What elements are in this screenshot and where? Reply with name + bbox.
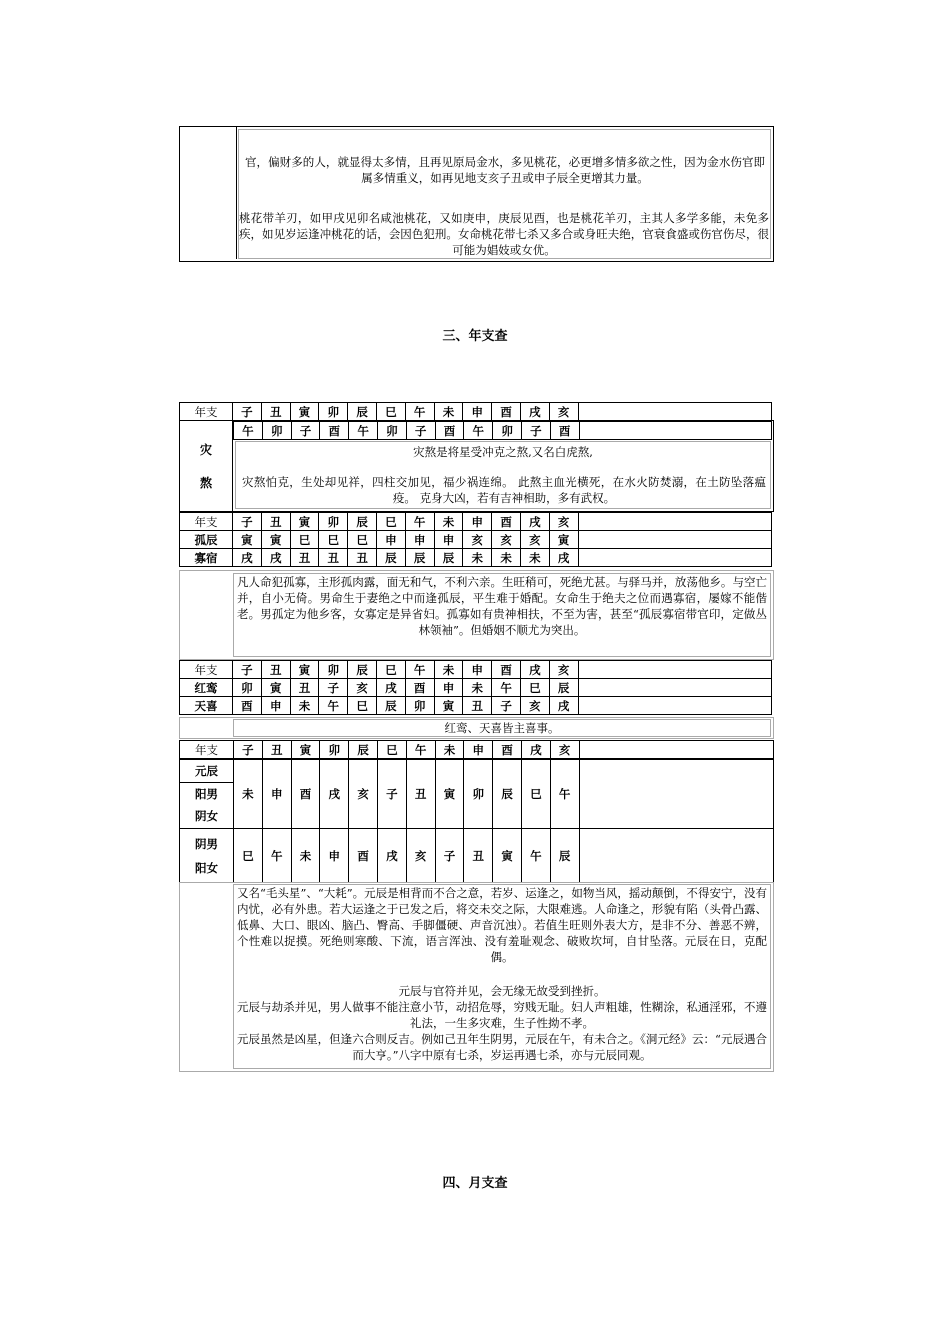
yuanchen-text-3: 元辰与劫杀并见，男人做事不能注意小节，动招危辱，穷贱无耻。妇人声粗雄，性糊涂，私通淫邪，不遵礼法，一生多灾难，生子性拗不孝。: [237, 1000, 767, 1030]
blank-cell: [578, 661, 771, 679]
yuanchen-text-2: 元辰与官符并见，会无缘无故受到挫折。: [398, 984, 606, 998]
tianxi-value: 卯: [405, 697, 434, 715]
row-label-guasu: 寡宿: [180, 549, 233, 567]
blank-cell: [579, 741, 773, 759]
zaisha-value: 卯: [377, 422, 406, 440]
hongluan-text-frame: [233, 719, 771, 737]
row-label-yang: [180, 760, 234, 829]
yuanchen-text-4: 元辰虽然是凶星，但逢六合则反吉。例如己丑年生阴男，元辰在午，有未合之。《洞元经》云：“元辰遇合而大亨。”八字中原有七杀，岁运再遇七杀，亦与元辰同观。: [237, 1032, 767, 1062]
guchen-value: 巳: [290, 531, 319, 549]
zaisha-value: 酉: [550, 422, 579, 440]
zaisha-values-row: [233, 421, 772, 440]
branch-cell: 午: [405, 513, 434, 531]
hongluan-value: 巳: [520, 679, 549, 697]
guasu-value: 戌: [233, 549, 262, 567]
yin-value: 巳: [234, 829, 263, 883]
guchen-value: 申: [405, 531, 434, 549]
blank-cell: [578, 403, 771, 421]
row-label-nianzhi: 年支: [180, 513, 233, 531]
guasu-value: 未: [520, 549, 549, 567]
branch-cell: 辰: [348, 403, 377, 421]
yang-value: 申: [262, 760, 291, 829]
branch-cell: 巳: [376, 513, 405, 531]
tianxi-value: 酉: [233, 697, 262, 715]
guchen-text: 凡人命犯孤寡，主形孤肉露，面无和气，不利六亲。生旺稍可，死绝尤甚。与驿马并，放荡他乡。与空亡并，自小无倚。男命生于妻绝之中而逢孤辰，平生难于婚配。女命生于绝夫之位而遇寡宿，屡嫁不能偕老。男孤定为他乡客，女寡定是异省妇。孤寡如有贵神相扶，不至为害，甚至“孤辰寡宿带官印，定做丛林领袖”。但婚姻不顺尤为突出。: [237, 575, 767, 637]
yin-value: 午: [521, 829, 550, 883]
yin-male-label: 阴男: [195, 836, 218, 851]
zaisha-value: 子: [521, 422, 550, 440]
yin-value: 申: [320, 829, 349, 883]
branch-cell: 辰: [348, 661, 377, 679]
zaisha-value: 卯: [493, 422, 522, 440]
tianxi-value: 申: [261, 697, 290, 715]
yang-value: 未: [234, 760, 263, 829]
yang-value: 戌: [320, 760, 349, 829]
guasu-value: 戌: [549, 549, 578, 567]
branch-cell: 未: [435, 741, 464, 759]
top-box-inner: [238, 129, 771, 259]
branch-cell: 亥: [549, 403, 578, 421]
yang-female-label: 阳女: [195, 860, 218, 875]
branch-cell: 寅: [290, 403, 319, 421]
zaisha-value: 子: [291, 422, 320, 440]
guchen-value: 寅: [549, 531, 578, 549]
branch-cell: 子: [234, 741, 263, 759]
row-label-nianzhi: 年支: [180, 741, 234, 759]
yuanchen-text-1: 又名“毛头星”、“大耗”。元辰是相背而不合之意，若岁、运逢之，如物当风，摇动颠倒，不得安宁，没有内忧，必有外患。若大运逢之于已发之后，将交未交之际，大限难逃。人命逢之，形貌有陷（头骨凸露、低鼻、大口、眼凶、脑凸、臀高、手脚僵硬、声音沉浊）。若值生旺则外表大方，是非不分、善恶不辨，个性难以捉摸。死绝则寒酸、下流，语言浑浊、没有羞耻观念、破败坎坷，自甘坠落。元辰在日，克配偶。: [237, 886, 767, 964]
hongluan-value: 寅: [261, 679, 290, 697]
tianxi-value: 子: [492, 697, 521, 715]
branch-cell: 申: [464, 741, 493, 759]
branch-cell: 寅: [290, 661, 319, 679]
row-label-tianxi: 天喜: [180, 697, 233, 715]
yang-value: 酉: [291, 760, 320, 829]
branch-cell: 亥: [550, 741, 579, 759]
guasu-value: 辰: [376, 549, 405, 567]
branch-cell: 寅: [290, 513, 319, 531]
zaisha-value: 酉: [435, 422, 464, 440]
branch-cell: 辰: [349, 741, 378, 759]
yin-female-label: 阴女: [195, 809, 218, 823]
guasu-value: 丑: [290, 549, 319, 567]
branch-cell: 戌: [520, 661, 549, 679]
yuanchen-title: 元辰: [180, 760, 233, 783]
hongluan-value: 未: [463, 679, 492, 697]
guchen-value: 寅: [261, 531, 290, 549]
blank-cell: [578, 513, 771, 531]
hongluan-value: 卯: [233, 679, 262, 697]
branch-cell: 酉: [492, 513, 521, 531]
zaisha-header-row: [179, 402, 772, 421]
row-label-guchen: 孤辰: [180, 531, 233, 549]
section-4-title: 四、月支查: [442, 1176, 508, 1191]
branch-cell: 辰: [348, 513, 377, 531]
branch-cell: 寅: [291, 741, 320, 759]
branch-cell: 子: [233, 513, 262, 531]
branch-cell: 未: [434, 513, 463, 531]
guchen-value: 巳: [319, 531, 348, 549]
zaisha-label-cell: [180, 421, 233, 511]
yin-value: 丑: [464, 829, 493, 883]
zaisha-value: 酉: [320, 422, 349, 440]
yang-value: 午: [550, 760, 579, 829]
zaisha-label-1: 灾: [199, 443, 212, 457]
yang-value: 亥: [349, 760, 378, 829]
branch-cell: 申: [463, 403, 492, 421]
branch-cell: 申: [463, 513, 492, 531]
branch-cell: 申: [463, 661, 492, 679]
tianxi-value: 午: [319, 697, 348, 715]
guchen-value: 亥: [463, 531, 492, 549]
guasu-value: 未: [463, 549, 492, 567]
branch-cell: 戌: [521, 741, 550, 759]
branch-cell: 午: [406, 741, 435, 759]
yang-male-label: 阳男: [195, 787, 218, 801]
row-label-nianzhi: 年支: [180, 661, 233, 679]
hongluan-table: [179, 660, 772, 715]
zaisha-block: [179, 420, 774, 512]
branch-cell: 子: [233, 403, 262, 421]
top-box-paragraph-2: 桃花带羊刃，如甲戌见卯名咸池桃花，又如庚申，庚辰见酉，也是桃花羊刃，主其人多学多能，未免多疾，如见岁运逢冲桃花的话，会因色犯刑。女命桃花带七杀又多合或身旺夫绝，官衰食盛或伤官伤尽，很可能为娼妓或女优。: [239, 211, 769, 257]
hongluan-value: 子: [319, 679, 348, 697]
branch-cell: 巳: [376, 403, 405, 421]
zaisha-value: 午: [464, 422, 493, 440]
hongluan-value: 酉: [405, 679, 434, 697]
blank-cell: [578, 549, 771, 567]
branch-cell: 子: [233, 661, 262, 679]
top-box-left-cell: [180, 127, 237, 259]
branch-cell: 巳: [376, 661, 405, 679]
tianxi-value: 丑: [463, 697, 492, 715]
zaisha-value: 午: [234, 422, 263, 440]
zaisha-value: 卯: [262, 422, 291, 440]
branch-cell: 午: [405, 403, 434, 421]
hongluan-text-box: [179, 717, 774, 739]
yuanchen-values-table: [179, 759, 774, 883]
row-label-nianzhi: 年支: [180, 403, 233, 421]
branch-cell: 酉: [492, 403, 521, 421]
yin-value: 酉: [349, 829, 378, 883]
tianxi-value: 未: [290, 697, 319, 715]
zaisha-text-1: 灾熬是将星受冲克之熬,又名白虎熬,: [413, 445, 593, 459]
guasu-value: 辰: [405, 549, 434, 567]
branch-cell: 卯: [319, 661, 348, 679]
top-box: [179, 126, 774, 262]
yin-value: 戌: [377, 829, 406, 883]
branch-cell: 卯: [320, 741, 349, 759]
blank-cell: [579, 422, 771, 440]
guchen-text-frame: [233, 573, 771, 657]
guchen-value: 亥: [520, 531, 549, 549]
hongluan-value: 丑: [290, 679, 319, 697]
yin-value: 寅: [493, 829, 522, 883]
branch-cell: 卯: [319, 513, 348, 531]
branch-cell: 卯: [319, 403, 348, 421]
zaisha-value: 子: [406, 422, 435, 440]
hongluan-value: 申: [434, 679, 463, 697]
branch-cell: 巳: [377, 741, 406, 759]
yin-value: 辰: [550, 829, 579, 883]
zaisha-label-2: 熬: [199, 476, 212, 490]
guchen-value: 申: [434, 531, 463, 549]
guasu-value: 丑: [319, 549, 348, 567]
hongluan-value: 戌: [376, 679, 405, 697]
guchen-value: 寅: [233, 531, 262, 549]
zaisha-text-box: [235, 441, 771, 509]
guchen-text-box: [179, 570, 774, 660]
zaisha-value: 午: [349, 422, 378, 440]
blank-cell: [578, 697, 771, 715]
branch-cell: 未: [434, 661, 463, 679]
yang-value: 卯: [464, 760, 493, 829]
branch-cell: 未: [434, 403, 463, 421]
branch-cell: 午: [405, 661, 434, 679]
row-label-yin: [180, 829, 234, 883]
yin-value: 未: [291, 829, 320, 883]
hongluan-text: 红鸾、天喜皆主喜事。: [444, 721, 560, 735]
top-box-paragraph-1: 官，偏财多的人，就显得太多情，且再见原局金水，多见桃花，必更增多情多欲之性，因为金水伤官即属多情重义，如再见地支亥子丑或申子辰全更增其力量。: [245, 155, 765, 185]
branch-cell: 丑: [262, 741, 291, 759]
branch-cell: 戌: [520, 403, 549, 421]
branch-cell: 丑: [261, 661, 290, 679]
guasu-value: 未: [492, 549, 521, 567]
blank-cell: [579, 829, 773, 883]
yang-value: 辰: [493, 760, 522, 829]
branch-cell: 酉: [492, 661, 521, 679]
yuanchen-header-row: [179, 740, 774, 759]
yuanchen-text-frame: [233, 884, 771, 1069]
branch-cell: 亥: [549, 513, 578, 531]
guchen-table: [179, 512, 772, 567]
yuanchen-block: [179, 740, 774, 883]
guasu-value: 丑: [348, 549, 377, 567]
blank-cell: [578, 679, 771, 697]
hongluan-value: 午: [492, 679, 521, 697]
yang-value: 丑: [406, 760, 435, 829]
hongluan-value: 亥: [348, 679, 377, 697]
guasu-value: 戌: [261, 549, 290, 567]
tianxi-value: 巳: [348, 697, 377, 715]
yang-value: 子: [377, 760, 406, 829]
guchen-value: 申: [376, 531, 405, 549]
guchen-value: 亥: [492, 531, 521, 549]
tianxi-value: 辰: [376, 697, 405, 715]
tianxi-value: 寅: [434, 697, 463, 715]
yin-value: 午: [262, 829, 291, 883]
row-label-hongluan: 红鸾: [180, 679, 233, 697]
zaisha-text-2: 灾熬怕克，生处却见祥，四柱交加见，福少祸连绵。 此熬主血光横死，在水火防焚溺，在土防坠落瘟疫。 克身大凶，若有吉神相助，多有武权。: [242, 475, 766, 505]
hongluan-value: 辰: [549, 679, 578, 697]
blank-cell: [578, 531, 771, 549]
tianxi-value: 戌: [549, 697, 578, 715]
guchen-value: 巳: [348, 531, 377, 549]
tianxi-value: 亥: [520, 697, 549, 715]
yang-value: 寅: [435, 760, 464, 829]
branch-cell: 丑: [261, 403, 290, 421]
yuanchen-text-box: [179, 882, 774, 1072]
yin-value: 亥: [406, 829, 435, 883]
branch-cell: 酉: [493, 741, 522, 759]
yang-value: 巳: [521, 760, 550, 829]
yin-value: 子: [435, 829, 464, 883]
guasu-value: 辰: [434, 549, 463, 567]
branch-cell: 丑: [261, 513, 290, 531]
blank-cell: [579, 760, 773, 829]
section-3-title: 三、年支查: [442, 329, 508, 344]
branch-cell: 亥: [549, 661, 578, 679]
branch-cell: 戌: [520, 513, 549, 531]
